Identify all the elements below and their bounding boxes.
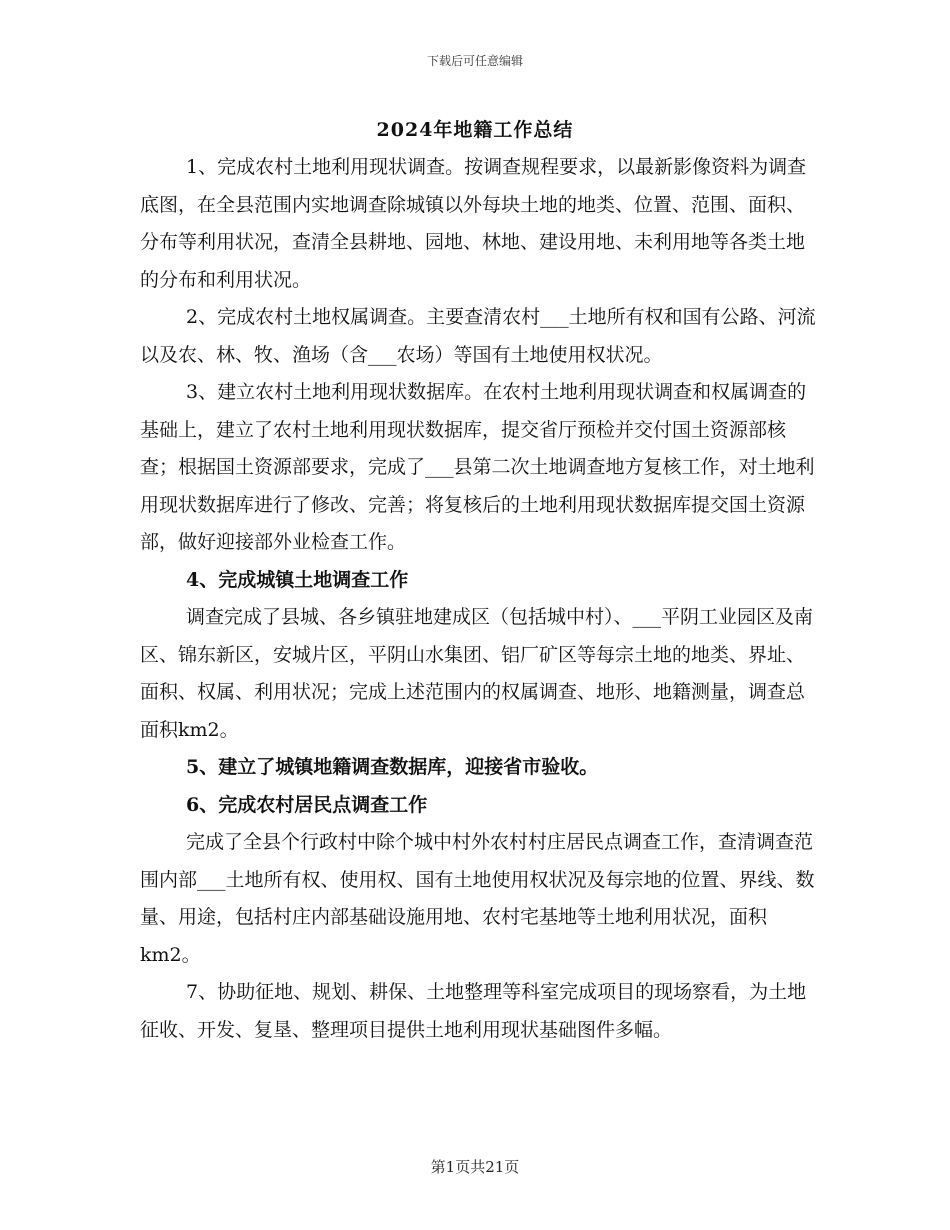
paragraph-2: 2、完成农村土地权属调查。主要查清农村___土地所有权和国有公路、河流以及农、林、牧、渔场（含___农场）等国有土地使用权状况。 — [140, 306, 816, 366]
section-heading-4: 4、完成城镇土地调查工作 — [186, 568, 409, 591]
document-title: 2024年地籍工作总结 — [376, 119, 574, 141]
section-heading-5: 5、建立了城镇地籍调查数据库，迎接省市验收。 — [186, 756, 599, 778]
paragraph-4-body: 调查完成了县城、各乡镇驻地建成区（包括城中村）、___平阴工业园区及南区、锦东新区，安城片区，平阴山水集团、铝厂矿区等每宗土地的地类、界址、面积、权属、利用状况；完成上述范围内的权属调查、地形、地籍测量，调查总面积km2。 — [140, 606, 814, 741]
paragraph-7: 7、协助征地、规划、耕保、土地整理等科室完成项目的现场察看，为土地征收、开发、复垦、整理项目提供土地利用现状基础图件多幅。 — [140, 981, 807, 1041]
page-header-note: 下载后可任意编辑 — [426, 54, 523, 68]
document-body — [140, 149, 820, 1049]
section-heading-6: 6、完成农村居民点调查工作 — [186, 793, 428, 816]
paragraph-6-body: 完成了全县个行政村中除个城中村外农村村庄居民点调查工作，查清调查范围内部___土地所有权、使用权、国有土地使用权状况及每宗地的位置、界线、数量、用途，包括村庄内部基础设施用地、农村宅基地等土地利用状况，面积km2。 — [140, 831, 815, 966]
page-number-footer: 第1页共21页 — [430, 1158, 520, 1176]
paragraph-1: 1、完成农村土地利用现状调查。按调查规程要求，以最新影像资料为调查底图，在全县范围内实地调查除城镇以外每块土地的地类、位置、范围、面积、分布等利用状况，查清全县耕地、园地、林地、建设用地、未利用地等各类土地的分布和利用状况。 — [140, 156, 807, 291]
paragraph-3: 3、建立农村土地利用现状数据库。在农村土地利用现状调查和权属调查的基础上，建立了农村土地利用现状数据库，提交省厅预检并交付国土资源部核查；根据国土资源部要求，完成了___县第二次土地调查地方复核工作，对土地利用现状数据库进行了修改、完善；将复核后的土地利用现状数据库提交国土资源部，做好迎接部外业检查工作。 — [140, 381, 815, 553]
